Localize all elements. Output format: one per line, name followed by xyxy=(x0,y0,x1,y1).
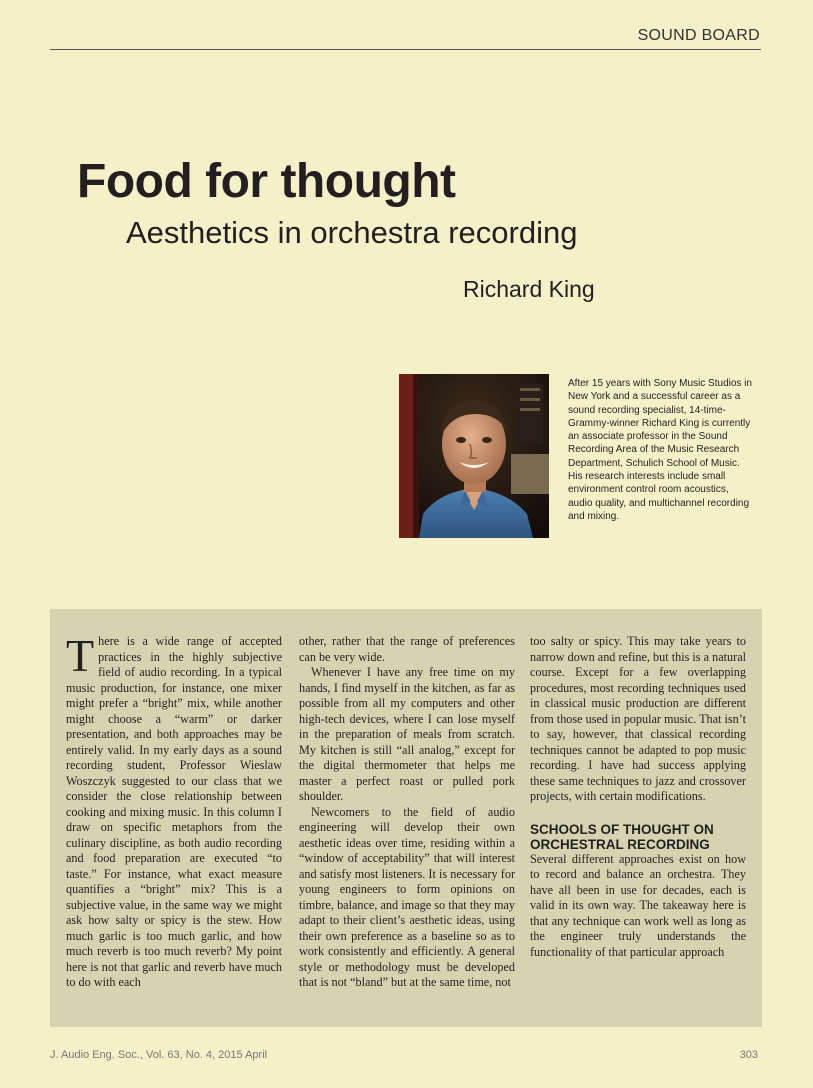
paragraph: Newcomers to the field of audio engineering will develop their own aesthetic ideas over time, residing within a “window of acceptability” that will interest and satisfy most listeners. It is necessary for young engineers to form opinions on timbre, balance, and image so that they may adapt to their client’s aesthetic ideas, using their own preference as a baseline so as to work consistently and efficiently. A general style or methodology must be developed that is not “bland” but at the same time, not xyxy=(299,804,515,989)
author-photo xyxy=(399,374,549,538)
footer-citation: J. Audio Eng. Soc., Vol. 63, No. 4, 2015 April xyxy=(50,1049,268,1061)
author-bio: After 15 years with Sony Music Studios in New York and a successful career as a sound recording specialist, 14-time-Grammy-winner Richard King is currently an associate professor in the Sound Recording Area of the Music Research Department, Schulich School of Music. His research interests include small environment control room acoustics, audio quality, and multichannel recording and mixing. xyxy=(568,378,752,522)
paragraph: Whenever I have any free time on my hands, I find myself in the kitchen, as far as possible from all my computers and other high-tech devices, where I can lose myself in the preparation of meals from scratch. My kitchen is still “all analog,” except for the digital thermometer that helps me master a perfect roast or pulled pork shoulder. xyxy=(299,665,515,803)
paragraph xyxy=(66,630,282,991)
page-number: 303 xyxy=(739,1049,758,1061)
paragraph-text: here is a wide range of accepted practices in the highly subjective field of audio recording. In a typical music production, for instance, one mixer might prefer a “bright” mix, while another might choose a “warm” or darker presentation, and both approaches may be entirely valid. In my early days as a sound recording student, Professor Wieslaw Woszczyk suggested to our class that we consider the close relationship between cooking and mixing music. In this column I draw on specific metaphors from the culinary discipline, as both audio recording and food preparation are executed “to taste.” For instance, what exact measure quantifies a “bright” mix? This is a subjective value, in the same way we might ask how salty or spicy is the stew. How much garlic is too much garlic, and how much reverb is too much reverb? My point here is not that garlic and reverb have much to do with each xyxy=(66,634,282,989)
article-subtitle: Aesthetics in orchestra recording xyxy=(126,215,578,250)
article-title: Food for thought xyxy=(77,155,456,208)
section-subhead: SCHOOLS OF THOUGHT ON ORCHESTRAL RECORDING xyxy=(530,821,714,852)
drop-cap: T xyxy=(66,630,95,681)
author-portrait-image xyxy=(399,374,549,538)
paragraph: too salty or spicy. This may take years to narrow down and refine, but this is a natural course. Except for a few overlapping procedures, most recording techniques used in classical music production are different from those used in popular music. That isn’t to say, however, that classical recording techniques cannot be adapted to pop music recording. I have had success applying these same techniques to jazz and crossover projects, with certain modifications. xyxy=(530,634,746,803)
column-2 xyxy=(299,634,515,991)
paragraph: Several different approaches exist on how to record and balance an orchestra. They have all been in use for decades, each is valid in its own way. The takeaway here is that any technique can work well as long as the engineer truly understands the functionality of that particular approach xyxy=(530,851,746,959)
column-3 xyxy=(530,634,746,960)
paragraph: other, rather that the range of preferences can be very wide. xyxy=(299,634,515,664)
column-1 xyxy=(66,630,282,991)
section-label: SOUND BOARD xyxy=(637,27,760,44)
article-author: Richard King xyxy=(463,276,595,302)
header-rule xyxy=(50,49,761,50)
